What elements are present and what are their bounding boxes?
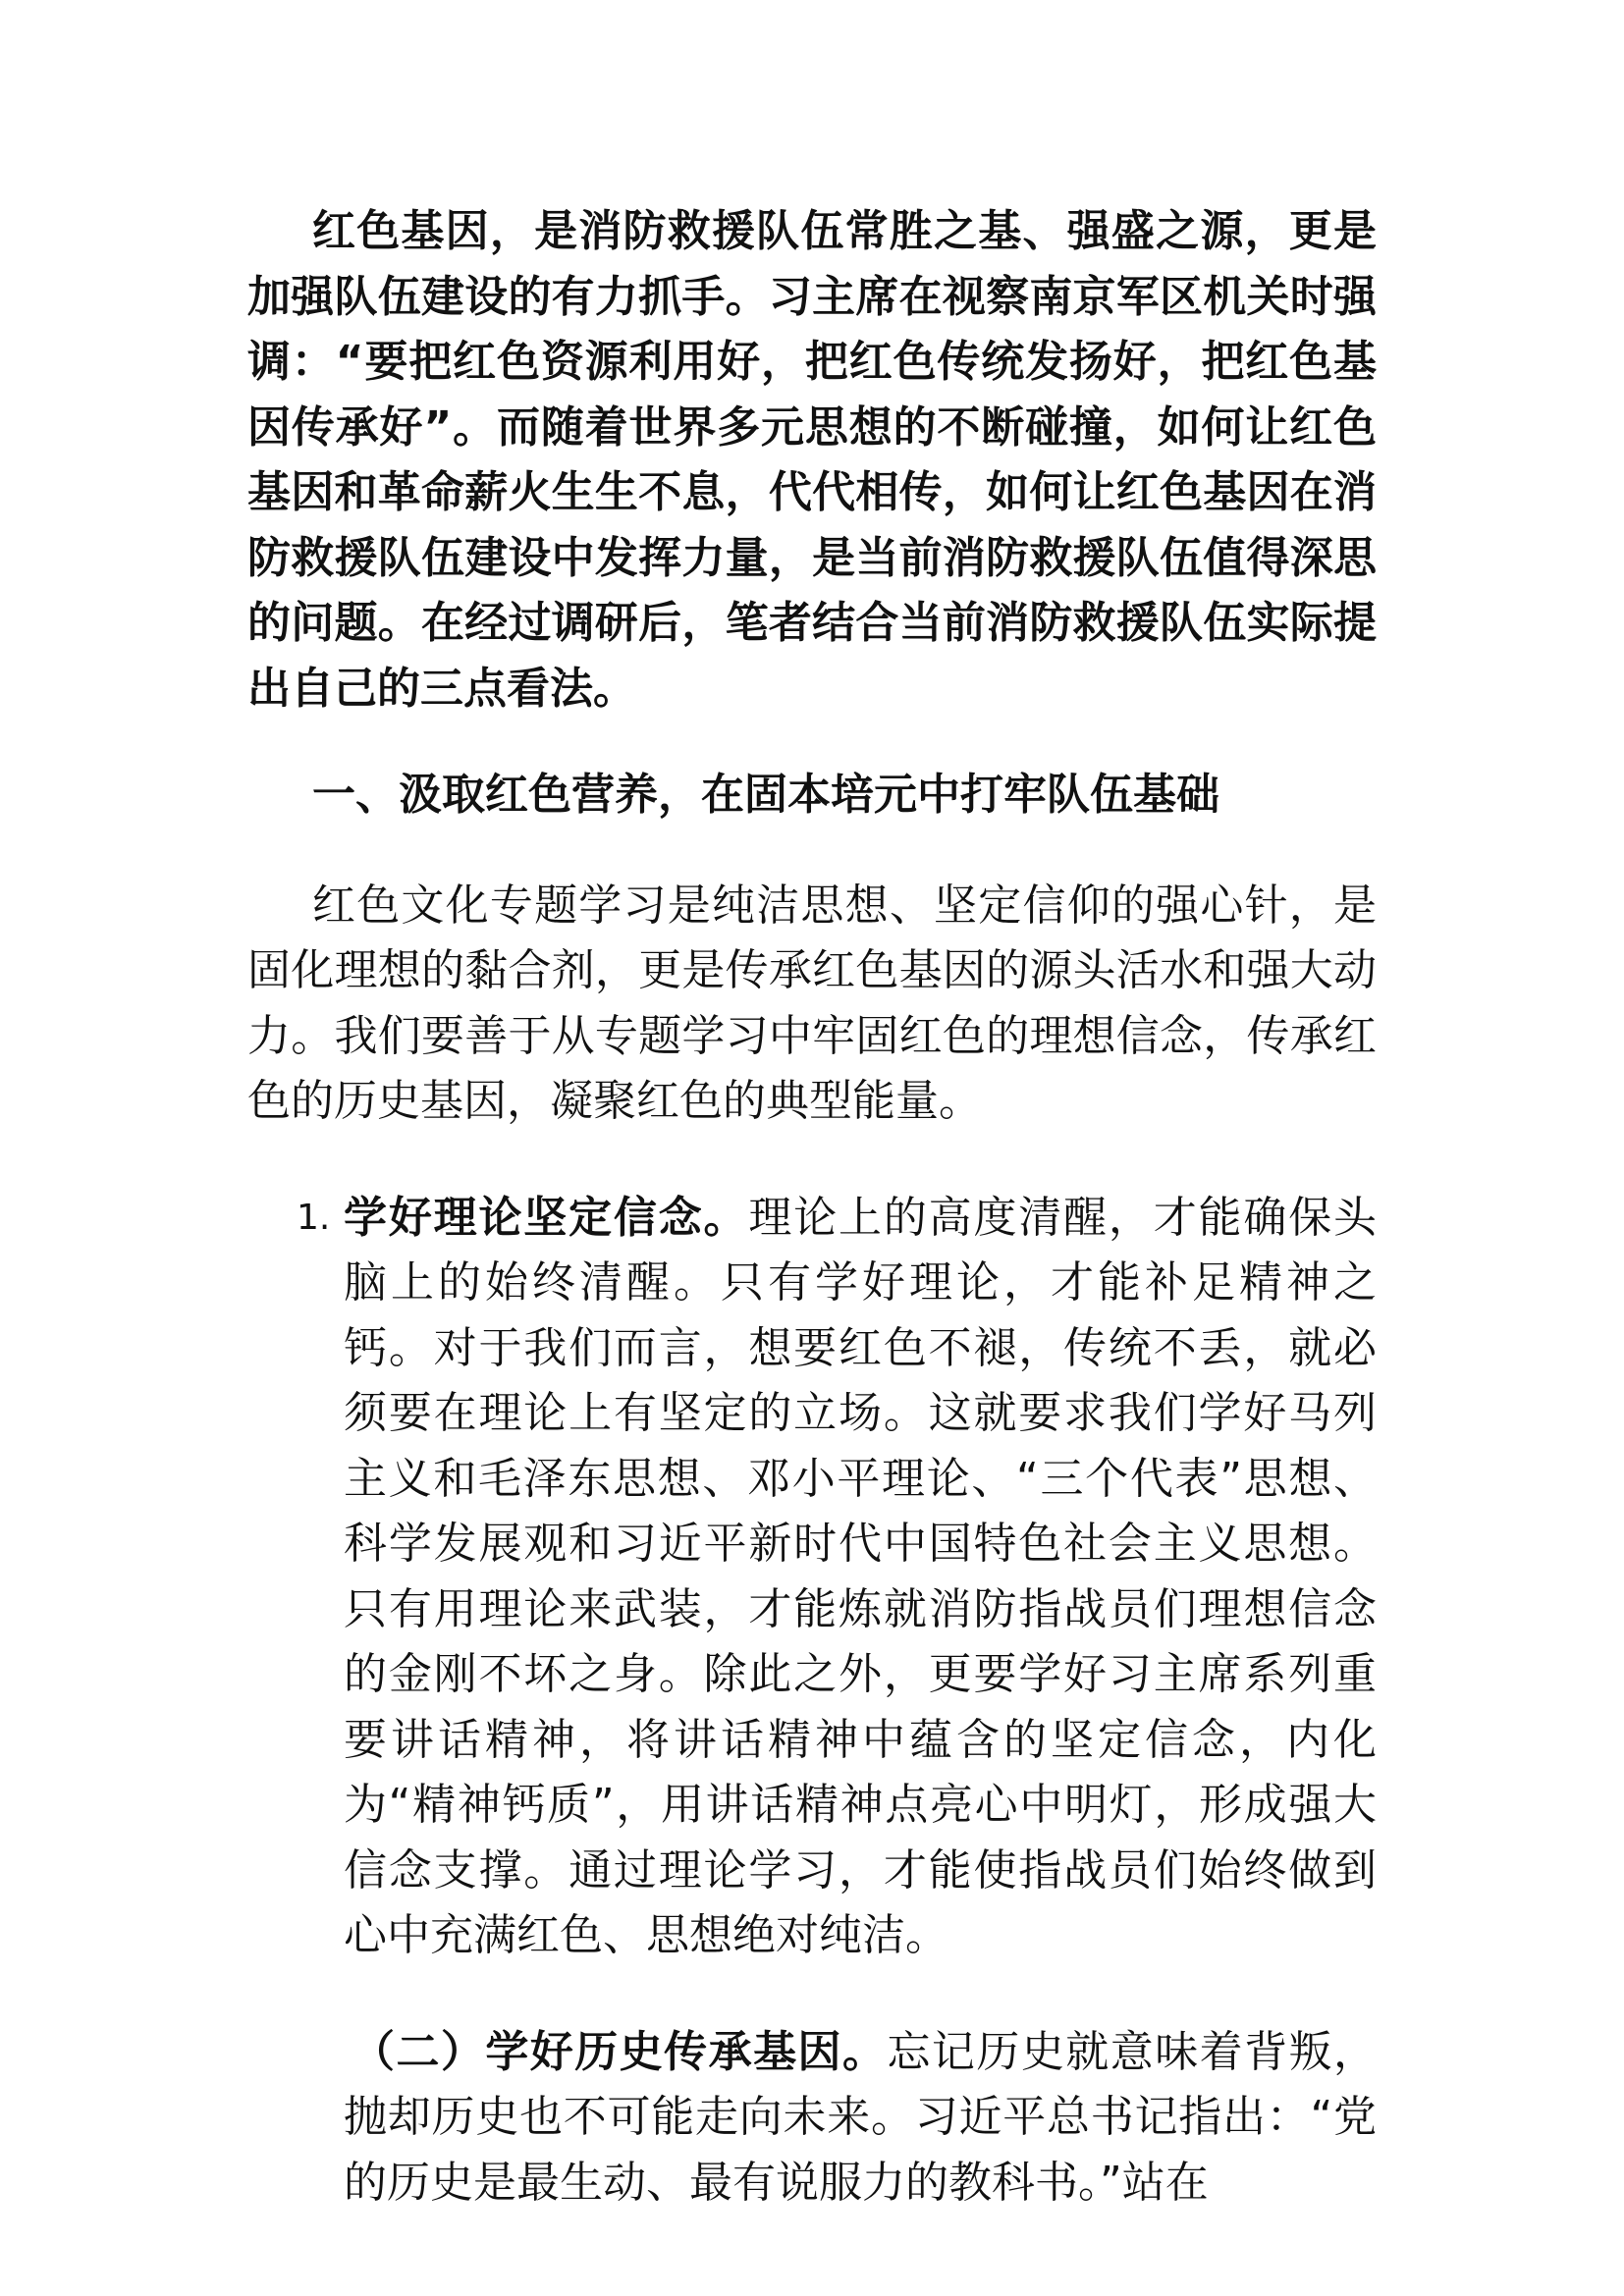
document-page <box>247 199 1377 2216</box>
sub-item <box>247 2020 1377 2216</box>
list-item-text: 理论上的高度清醒，才能确保头脑上的始终清醒。只有学好理论，才能补足精神之钙。对于我们而言，想要红色不褪，传统不丢，就必须要在理论上有坚定的立场。这就要求我们学好马列主义和毛泽东思想、邓小平理论、“三个代表”思想、科学发展观和习近平新时代中国特色社会主义思想。只有用理论来武装，才能炼就消防指战员们理想信念的金刚不坏之身。除此之外，更要学好习主席系列重要讲话精神，将讲话精神中蕴含的坚定信念，内化为“精神钙质”，用讲话精神点亮心中明灯，形成强大信念支撑。通过理论学习，才能使指战员们始终做到心中充满红色、思想绝对纯洁。 <box>344 1192 1378 1960</box>
list-item-lead: 学好理论坚定信念。 <box>344 1192 749 1243</box>
sub-item-paragraph <box>344 2020 1377 2216</box>
section-intro-paragraph: 红色文化专题学习是纯洁思想、坚定信仰的强心针，是固化理想的黏合剂，更是传承红色基因的源头活水和强大动力。我们要善于从专题学习中牢固红色的理想信念，传承红色的历史基因，凝聚红色的典型能量。 <box>247 880 1377 1126</box>
list-item-paragraph <box>344 1186 1377 1969</box>
sub-item-text: 忘记历史就意味着背叛，抛却历史也不可能走向未来。习近平总书记指出：“党的历史是最生动、最有说服力的教科书。”站在 <box>344 2026 1378 2208</box>
list-item <box>247 1186 1377 1969</box>
section-heading: 一、汲取红色营养，在固本培元中打牢队伍基础 <box>312 770 1219 820</box>
intro-paragraph: 红色基因，是消防救援队伍常胜之基、强盛之源，更是加强队伍建设的有力抓手。习主席在视察南京军区机关时强调：“要把红色资源利用好，把红色传统发扬好，把红色基因传承好”。而随着世界多元思想的不断碰撞，如何让红色基因和革命薪火生生不息，代代相传，如何让红色基因在消防救援队伍建设中发挥力量，是当前消防救援队伍值得深思的问题。在经过调研后，笔者结合当前消防救援队伍实际提出自己的三点看法。 <box>247 206 1377 714</box>
list-number: 1. <box>297 1197 331 1238</box>
sub-item-lead: （二）学好历史传承基因。 <box>352 2026 888 2077</box>
